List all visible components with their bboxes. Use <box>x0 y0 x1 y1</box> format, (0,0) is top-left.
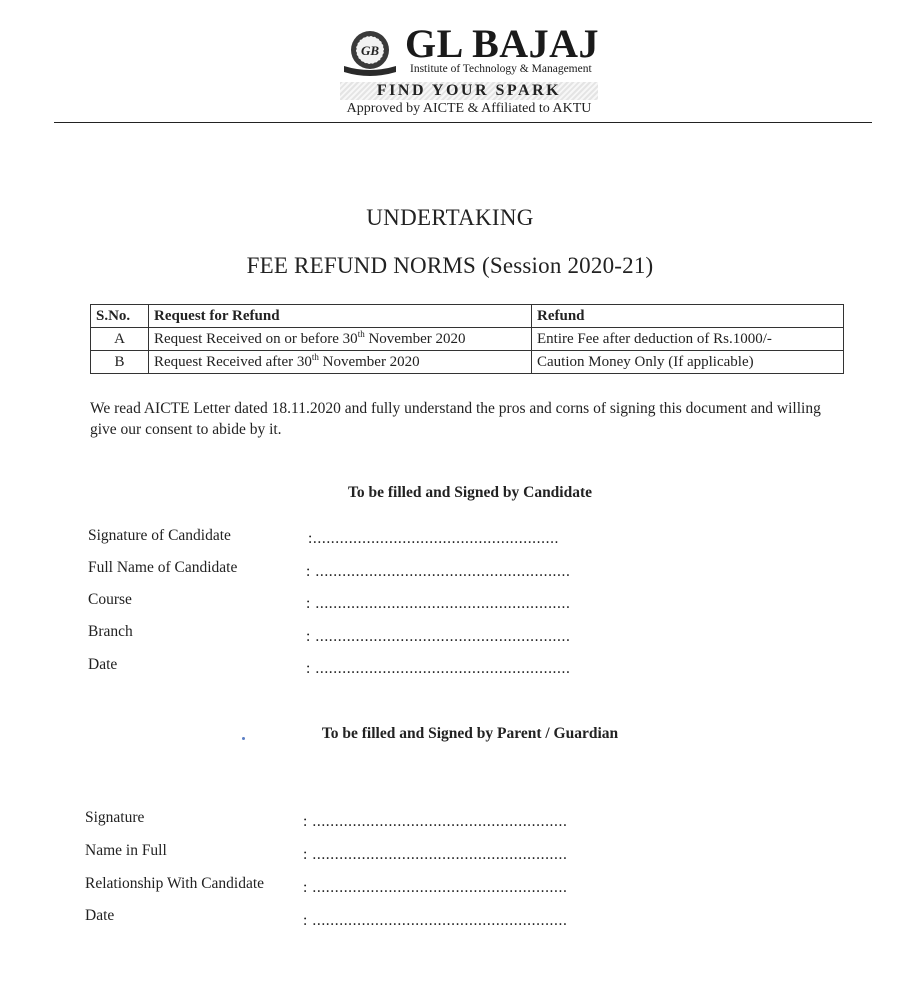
table-cell-sno: B <box>91 351 149 374</box>
tagline: FIND YOUR SPARK <box>376 82 562 99</box>
refund-norms-table <box>90 304 844 374</box>
header-divider <box>54 122 872 123</box>
ordinal-suffix: th <box>311 352 319 362</box>
parent-signature-label: Signature <box>85 809 145 826</box>
brand-name: GL BAJAJ <box>405 21 600 66</box>
table-cell-sno: A <box>91 328 149 351</box>
parent-date-label: Date <box>85 907 115 924</box>
approval-text: Approved by AICTE & Affiliated to AKTU <box>346 101 592 116</box>
candidate-full-name-field[interactable]: : ......................................................... <box>306 563 571 580</box>
table-row <box>91 351 844 374</box>
declaration-paragraph: We read AICTE Letter dated 18.11.2020 and fully understand the pros and corns of signing this document and willing give our consent to abide by it. <box>90 400 821 438</box>
course-label: Course <box>88 591 132 608</box>
candidate-signature-label: Signature of Candidate <box>88 527 231 544</box>
request-text: Request Received after 30 <box>154 354 312 370</box>
relationship-field[interactable]: : ......................................................... <box>303 879 568 896</box>
candidate-section-heading: To be filled and Signed by Candidate <box>347 484 593 501</box>
request-text: Request Received on or before 30 <box>154 331 358 347</box>
document-subtitle: FEE REFUND NORMS (Session 2020-21) <box>246 253 654 278</box>
table-header-sno: S.No. <box>91 305 149 328</box>
parent-name-label: Name in Full <box>85 842 167 859</box>
request-text-end: November 2020 <box>364 331 466 347</box>
request-text-end: November 2020 <box>318 354 420 370</box>
table-row <box>91 328 844 351</box>
institute-emblem-logo <box>340 28 400 78</box>
svg-text:GB: GB <box>360 43 380 58</box>
parent-date-field[interactable]: : ......................................................... <box>303 912 568 929</box>
parent-section-heading: To be filled and Signed by Parent / Guardian <box>321 725 619 742</box>
candidate-signature-field[interactable]: :....................................................... <box>308 530 560 547</box>
course-field[interactable]: : ......................................................... <box>306 595 571 612</box>
candidate-full-name-label: Full Name of Candidate <box>88 559 238 576</box>
branch-label: Branch <box>88 623 133 640</box>
table-cell-refund: Entire Fee after deduction of Rs.1000/- <box>532 328 844 351</box>
relationship-label: Relationship With Candidate <box>85 875 265 892</box>
parent-signature-field[interactable]: : ......................................................... <box>303 813 568 830</box>
table-cell-request <box>149 351 532 374</box>
table-header-row <box>91 305 844 328</box>
candidate-date-label: Date <box>88 656 118 673</box>
table-header-request: Request for Refund <box>149 305 532 328</box>
document-title: UNDERTAKING <box>366 205 534 230</box>
brand-subtitle: Institute of Technology & Management <box>410 63 592 75</box>
ordinal-suffix: th <box>357 329 365 339</box>
table-cell-request <box>149 328 532 351</box>
branch-field[interactable]: : ......................................................... <box>306 628 571 645</box>
table-cell-refund: Caution Money Only (If applicable) <box>532 351 844 374</box>
parent-name-field[interactable]: : ......................................................... <box>303 846 568 863</box>
table-header-refund: Refund <box>532 305 844 328</box>
candidate-date-field[interactable]: : ......................................................... <box>306 660 571 677</box>
